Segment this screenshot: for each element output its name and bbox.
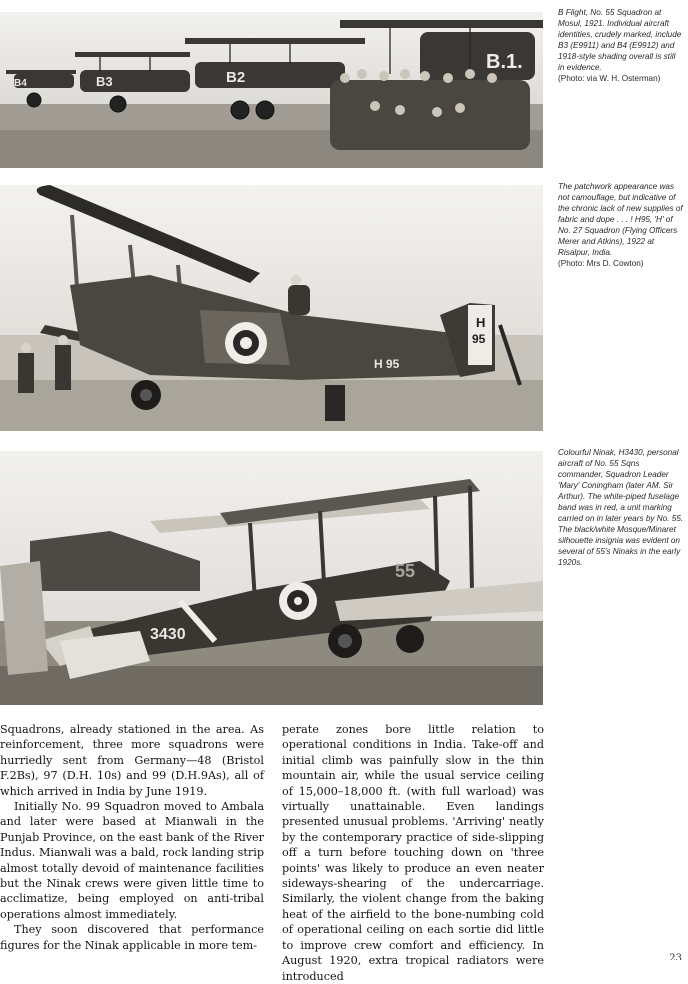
patchwork-photo xyxy=(0,185,543,431)
aircraft-marking-3430: 3430 xyxy=(150,626,186,643)
patchwork-caption xyxy=(558,181,684,269)
body-left-column xyxy=(0,722,264,953)
body-right-column xyxy=(282,722,544,984)
aircraft-marking-h95: H 95 xyxy=(374,357,400,371)
paragraph: Squadrons, already stationed in the area. As reinforcement, three more squadrons were hurriedly sent from Germany—48 (Bristol F.2Bs), 97 (D.H. 10s) and 99 (D.H.9As), all of which arrived in India by June 1919. xyxy=(0,723,264,798)
aircraft-marking-55: 55 xyxy=(395,561,416,581)
caption-text: B Flight, No. 55 Squadron at Mosul, 1921. Individual aircraft identities, crudely marked, include B3 (E9911) and B4 (E9912) and 1918-style shading overall is still in evidence. xyxy=(558,8,682,72)
aircraft-marking-h: H xyxy=(476,315,486,330)
paragraph: Initially No. 99 Squadron moved to Ambala and later were based at Mianwali in the Punjab Province, on the east bank of the River Indus. Mianwali was a bald, rock landing strip almost totally devoid of maintenance facilities but the Ninak crews were given little time to acclimatize, being employed on anti-tribal operations almost immediately. xyxy=(0,800,264,921)
aircraft-marking-b3: B3 xyxy=(96,74,113,89)
b-flight-caption xyxy=(558,7,684,84)
aircraft-marking-95: 95 xyxy=(472,332,486,346)
photo-credit: (Photo: Mrs D. Cowton) xyxy=(558,259,644,268)
b-flight-photo xyxy=(0,12,543,168)
aircraft-marking-b4: B4 xyxy=(14,78,27,89)
photo-credit: (Photo: via W. H. Osterman) xyxy=(558,74,661,83)
aircraft-marking-b2: B2 xyxy=(226,69,246,86)
caption-text: The patchwork appearance was not camouflage, but indicative of the chronic lack of new supplies of fabric and dope . . . ! H95, 'H' of No. 27 Squadron (Flying Officers Merer and Atkins), 1922 at Risalpur, India. xyxy=(558,182,683,257)
caption-text: Colourful Ninak, H3430, personal aircraft of No. 55 Sqns commander, Squadron Leader 'Mary' Coningham (later AM. Sir Arthur). The white-piped fuselage band was in red, a unit marking carried on in later years by No. 55. The black/white Mosque/Minaret silhouette insignia was evident on several of 55's Ninaks in the early 1920s. xyxy=(558,448,684,567)
page-number: 23 xyxy=(669,953,682,960)
ninak-caption xyxy=(558,447,684,568)
aircraft-marking-b1: B.1. xyxy=(486,51,523,73)
paragraph: They soon discovered that performance figures for the Ninak applicable in more tem- xyxy=(0,923,264,952)
ninak-h3430-photo xyxy=(0,451,543,705)
paragraph: perate zones bore little relation to operational conditions in India. Take-off and initial climb was painfully slow in the thin mountain air, while the usual service ceiling of 15,000–18,000 ft. (with full warload) was virtually unattainable. Even landings presented unusual problems. 'Arriving' neatly by the contemporary practice of side-slipping off a turn before touching down on 'three points' was likely to produce an even neater sideways-shearing of the undercarriage. Similarly, the violent change from the baking heat of the airfield to the bone-numbing cold of operational ceiling on each sortie did little to improve crew comfort and efficiency. In August 1920, extra tropical radiators were introduced xyxy=(282,723,544,983)
